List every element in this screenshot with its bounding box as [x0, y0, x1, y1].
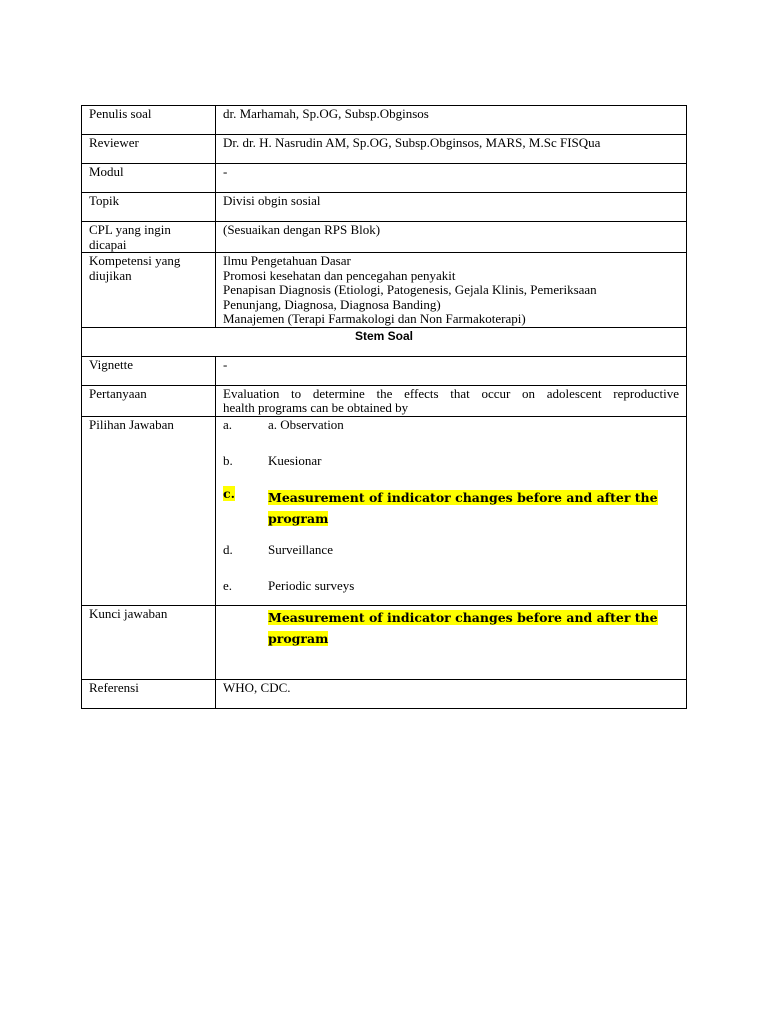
option-e [223, 579, 679, 594]
option-c-text [268, 487, 679, 529]
label-cpl [82, 222, 216, 253]
pertanyaan-line1: Evaluation to determine the effects that occur on adolescent reproductive [223, 385, 679, 401]
label-kunci-jawaban: Kunci jawaban [82, 605, 216, 679]
label-reviewer: Reviewer [82, 135, 216, 164]
value-topik: Divisi obgin sosial [216, 193, 687, 222]
option-a [223, 418, 679, 433]
option-c [223, 487, 679, 529]
option-c-letter: c. [223, 485, 235, 501]
kunci-text-line2: program [268, 630, 329, 646]
kompetensi-item: Ilmu Pengetahuan Dasar [223, 253, 351, 268]
value-modul: - [216, 164, 687, 193]
label-cpl-line2: dicapai [89, 236, 127, 252]
kunci-answer [223, 607, 679, 649]
row-kompetensi [82, 253, 687, 328]
row-modul [82, 164, 687, 193]
kompetensi-item: Penapisan Diagnosis (Etiologi, Patogenesis, Gejala Klinis, Pemeriksaan [223, 282, 597, 297]
option-a-text: a. Observation [268, 416, 344, 432]
pertanyaan-line2: health programs can be obtained by [223, 400, 409, 415]
value-pilihan-jawaban [216, 416, 687, 605]
label-pilihan-jawaban: Pilihan Jawaban [82, 416, 216, 605]
kompetensi-item: Promosi kesehatan dan pencegahan penyakit [223, 267, 456, 283]
row-vignette [82, 356, 687, 385]
row-referensi [82, 679, 687, 708]
value-vignette: - [216, 356, 687, 385]
option-b-letter: b. [223, 453, 233, 468]
label-topik: Topik [82, 193, 216, 222]
label-referensi: Referensi [82, 679, 216, 708]
stem-soal-heading: Stem Soal [82, 327, 687, 356]
value-cpl: (Sesuaikan dengan RPS Blok) [216, 222, 687, 253]
row-pilihan-jawaban [82, 416, 687, 605]
label-pertanyaan: Pertanyaan [82, 385, 216, 416]
option-c-letter-wrap [223, 487, 268, 529]
kunci-text-line1: Measurement of indicator changes before and after the [268, 609, 658, 625]
option-c-text-line1: Measurement of indicator changes before and after the [268, 489, 658, 505]
kunci-indent [223, 607, 268, 649]
label-cpl-line1: CPL yang ingin [89, 222, 171, 237]
value-referensi: WHO, CDC. [216, 679, 687, 708]
option-a-letter: a. [223, 416, 233, 432]
label-kompetensi-line1: Kompetensi yang [89, 253, 181, 268]
row-cpl [82, 222, 687, 253]
value-reviewer: Dr. dr. H. Nasrudin AM, Sp.OG, Subsp.Obginsos, MARS, M.Sc FISQua [216, 135, 687, 164]
option-d-text: Surveillance [268, 541, 333, 557]
label-vignette: Vignette [82, 356, 216, 385]
question-form-table [81, 105, 687, 709]
value-penulis-soal: dr. Marhamah, Sp.OG, Subsp.Obginsos [216, 106, 687, 135]
value-kunci-jawaban [216, 605, 687, 679]
row-stem-soal [82, 327, 687, 356]
option-d [223, 543, 679, 558]
kunci-answer-text [268, 607, 679, 649]
value-kompetensi [216, 253, 687, 328]
option-e-letter: e. [223, 578, 233, 593]
row-topik [82, 193, 687, 222]
option-b [223, 454, 679, 469]
value-pertanyaan [216, 385, 687, 416]
label-kompetensi-line2: diujikan [89, 267, 132, 283]
option-c-text-line2: program [268, 510, 329, 526]
label-penulis-soal: Penulis soal [82, 106, 216, 135]
label-modul: Modul [82, 164, 216, 193]
kompetensi-item: Penunjang, Diagnosa, Diagnosa Banding) [223, 296, 441, 312]
row-pertanyaan [82, 385, 687, 416]
label-kompetensi [82, 253, 216, 328]
option-e-text: Periodic surveys [268, 578, 355, 593]
option-d-letter: d. [223, 541, 233, 557]
kompetensi-item: Manajemen (Terapi Farmakologi dan Non Farmakoterapi) [223, 311, 526, 326]
row-reviewer [82, 135, 687, 164]
row-kunci-jawaban [82, 605, 687, 679]
row-penulis-soal [82, 106, 687, 135]
option-b-text: Kuesionar [268, 453, 322, 468]
